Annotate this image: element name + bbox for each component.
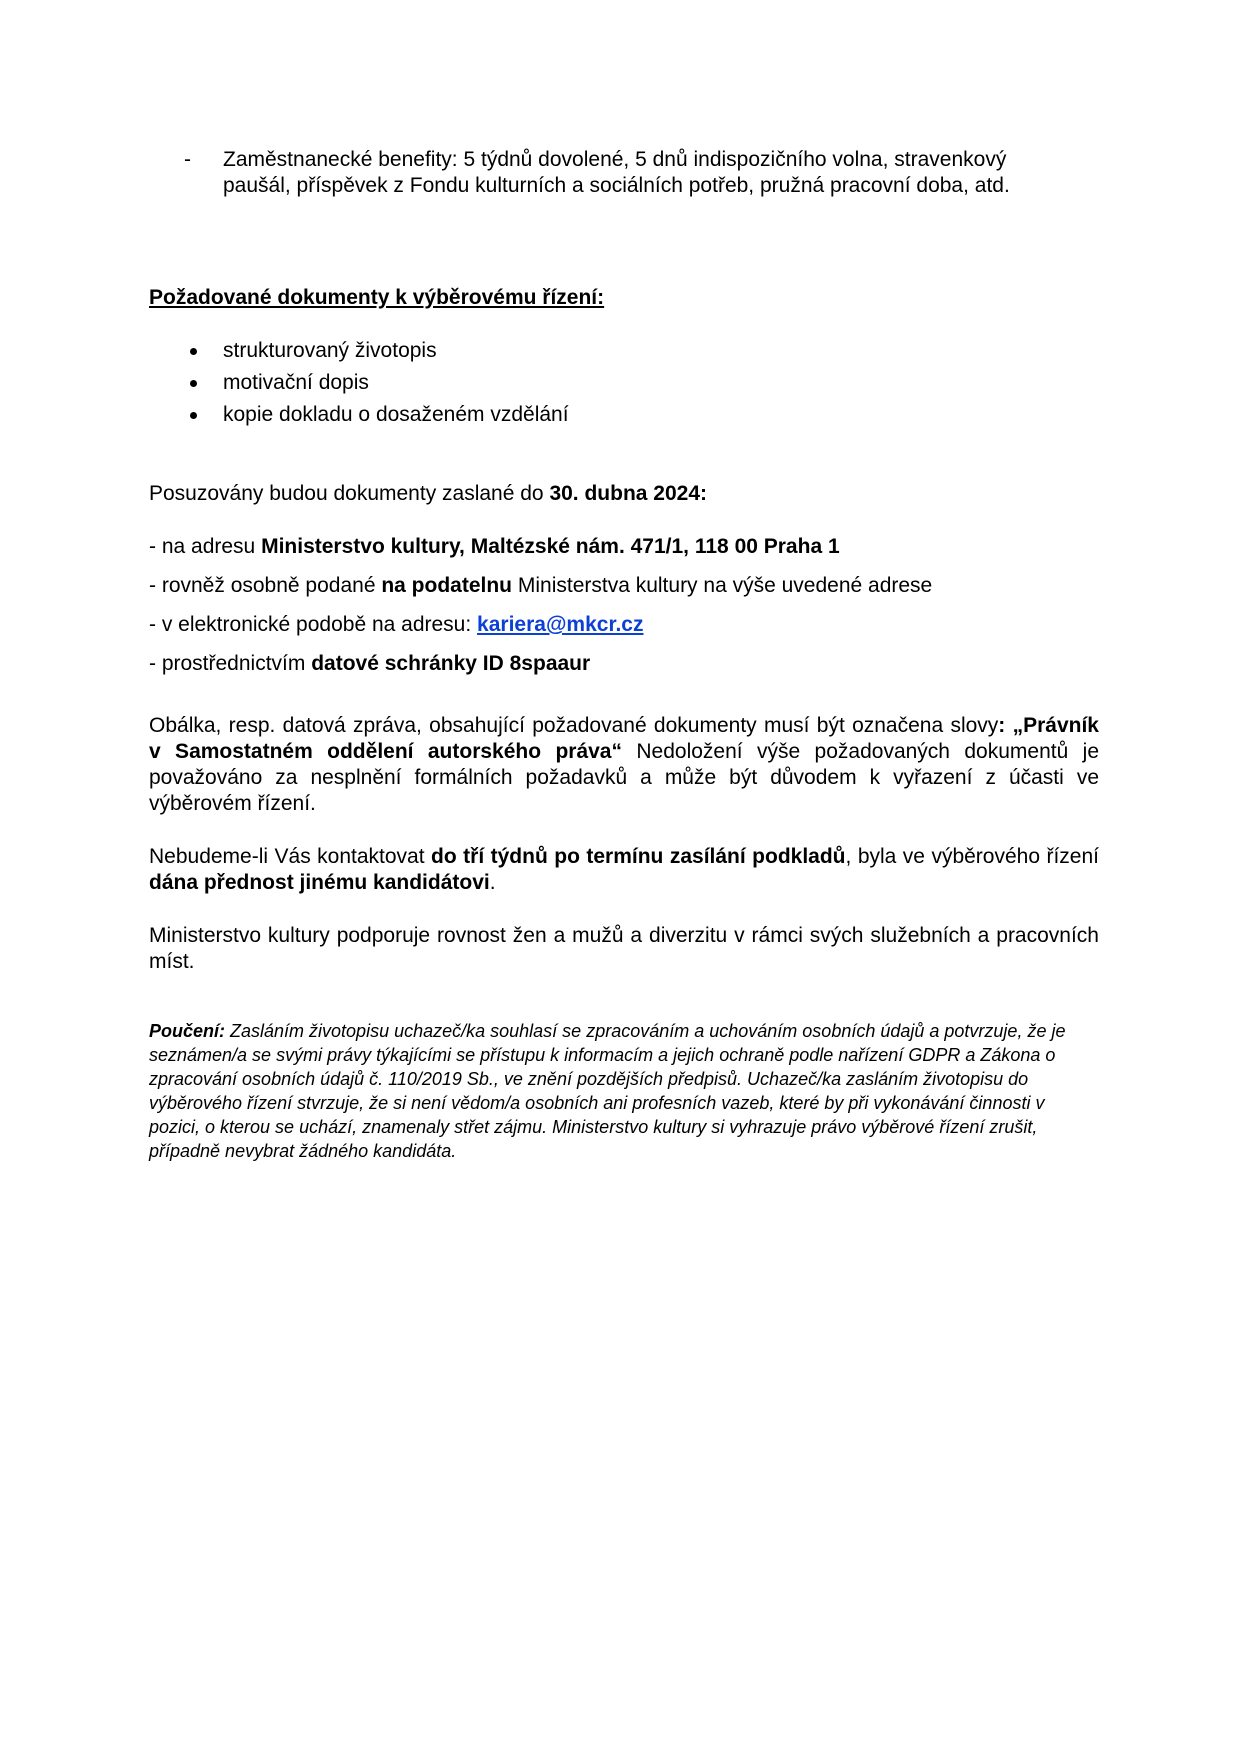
notice-text: Zasláním životopisu uchazeč/ka souhlasí se zpracováním a uchováním osobních údajů a potvrzuje, že je seznámen/a se svými právy týkajícími se přístupu k informacím a jejich ochraně podle nařízení GDPR a Zákona o zpracování osobních údajů č. 110/2019 Sb., ve znění pozdějších předpisů. Uchazeč/ka zasláním životopisu do výběrového řízení stvrzuje, že si není vědom/a osobních ani profesních vazeb, které by při vykonávání činnosti v pozici, o kterou se uchází, znamenaly střet zájmu. Ministerstvo kultury si vyhrazuje právo výběrové řízení zrušit, případně nevybrat žádného kandidáta. [149,1021,1066,1161]
databox-prefix: - prostřednictvím [149,652,312,675]
deadline-line [149,481,707,507]
dash-marker: - [184,148,191,171]
list-item [149,402,569,434]
list-item [149,338,569,370]
list-item-label: strukturovaný životopis [223,339,437,362]
list-item-label: motivační dopis [223,371,369,394]
envelope-colon: : [998,714,1006,737]
personal-line [149,573,932,599]
bullet-icon [190,412,197,419]
envelope-text2: Nedoložení výše požadovaných dokumentů je považováno za nesplnění formálních požadavků a může být důvodem k vyřazení z účasti ve výběrovém řízení. [149,740,1099,815]
envelope-label: „Právník v Samostatném oddělení autorského práva“ [149,714,1099,763]
email-prefix: - v elektronické podobě na adresu: [149,613,478,636]
envelope-paragraph [149,713,1099,817]
personal-prefix: - rovněž osobně podané [149,574,382,597]
personal-bold: na podatelnu [381,574,513,597]
contact-paragraph [149,844,1099,896]
list-item-label: kopie dokladu o dosaženém vzdělání [223,403,569,426]
databox-value: datové schránky ID 8spaaur [311,652,591,675]
equality-paragraph: Ministerstvo kultury podporuje rovnost žen a mužů a diverzitu v rámci svých služebních a pracovních míst. [149,924,1099,973]
list-item [149,370,569,402]
documents-heading: Požadované dokumenty k výběrovému řízení: [149,286,605,309]
deadline-date: 30. dubna 2024: [549,482,707,505]
personal-suffix: Ministerstva kultury na výše uvedené adrese [512,574,933,597]
bullet-icon [190,380,197,387]
contact-bold2: dána přednost jinému kandidátovi [149,871,490,894]
documents-list [149,338,569,434]
databox-line [149,651,590,677]
envelope-text1: Obálka, resp. datová zpráva, obsahující požadované dokumenty musí být označena slovy [149,714,999,737]
benefits-text: Zaměstnanecké benefity: 5 týdnů dovolené, 5 dnů indispozičního volna, stravenkový paušál, příspěvek z Fondu kulturních a sociálních potřeb, pružná pracovní doba, atd. [223,148,1010,197]
contact-text3: . [489,871,496,894]
contact-text1: Nebudeme-li Vás kontaktovat [149,845,432,868]
contact-text2: , byla ve výběrového řízení [845,845,1099,868]
address-value: Ministerstvo kultury, Maltézské nám. 471/1, 118 00 Praha 1 [261,535,840,558]
address-line [149,534,840,560]
deadline-prefix: Posuzovány budou dokumenty zaslané do [149,482,550,505]
address-prefix: - na adresu [149,535,262,558]
notice-label: Poučení: [149,1021,226,1041]
bullet-icon [190,348,197,355]
email-line [149,612,643,638]
benefits-item [149,147,1099,199]
contact-bold1: do tří týdnů po termínu zasílání podkladů [431,845,846,868]
notice-paragraph [149,1019,1099,1163]
email-link[interactable]: kariera@mkcr.cz [477,613,644,636]
